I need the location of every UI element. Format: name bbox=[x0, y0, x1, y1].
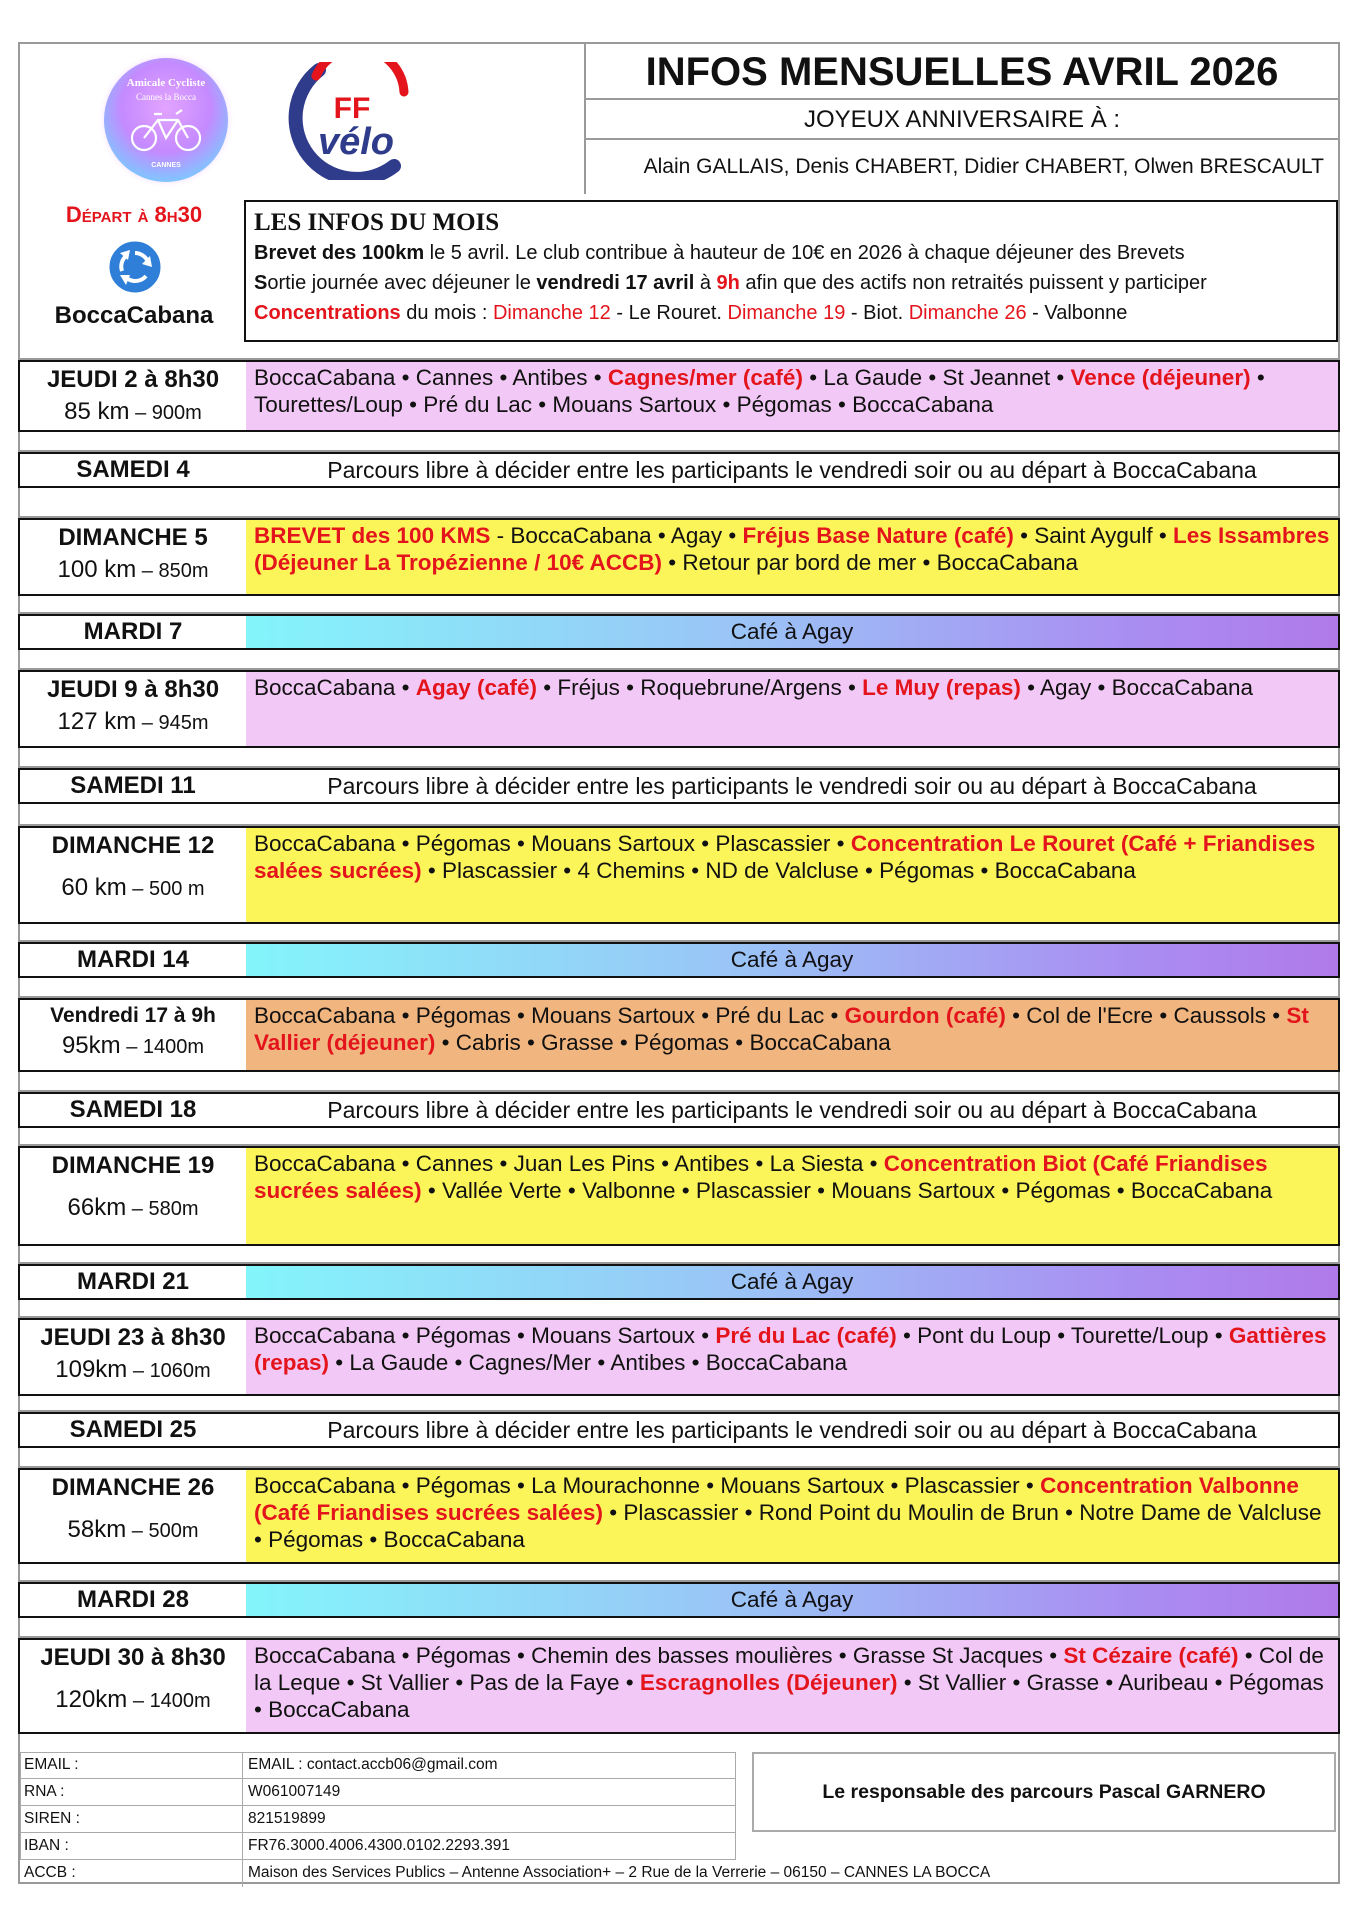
row-elev-value: 580m bbox=[148, 1198, 199, 1220]
row-separator bbox=[18, 1246, 1340, 1264]
schedule-row bbox=[18, 998, 1340, 1072]
schedule-row bbox=[18, 614, 1340, 650]
route-segment: • Col de la Leque • St Vallier • Pas de la Faye • bbox=[254, 1643, 1324, 1695]
club-logo-line3: CANNES bbox=[151, 162, 181, 169]
row-elev-value: 1400m bbox=[142, 1036, 205, 1058]
row-separator bbox=[18, 432, 1340, 452]
row-elev-value: 500m bbox=[148, 1520, 199, 1542]
route-segment: Concentration Biot (Café Friandises sucrées salées) bbox=[254, 1151, 1268, 1203]
row-cafe: Café à Agay bbox=[246, 1584, 1338, 1616]
schedule-row bbox=[18, 1638, 1340, 1734]
footer-key: EMAIL : bbox=[24, 1756, 79, 1773]
footer-email-link[interactable]: EMAIL : contact.accb06@gmail.com bbox=[248, 1756, 498, 1773]
route-segment: Fréjus Base Nature (café) bbox=[742, 523, 1014, 548]
ffvelo-logo bbox=[244, 62, 424, 180]
route-segment: BoccaCabana • Pégomas • Mouans Sartoux • bbox=[254, 1323, 716, 1348]
route-segment: St Vallier (déjeuner) bbox=[254, 1003, 1309, 1055]
schedule-row bbox=[18, 826, 1340, 924]
row-separator bbox=[18, 1564, 1340, 1582]
route-segment: • Col de l'Ecre • Caussols • bbox=[1005, 1003, 1287, 1028]
footer-row bbox=[20, 1833, 736, 1860]
row-elev-value: 945m bbox=[158, 712, 209, 734]
row-day: JEUDI 30 à 8h30 bbox=[40, 1644, 226, 1671]
footer-row bbox=[20, 1752, 736, 1779]
page-title: INFOS MENSUELLES AVRIL 2026 bbox=[584, 44, 1338, 100]
row-route bbox=[246, 828, 1338, 922]
responsable-box: Le responsable des parcours Pascal GARNERO bbox=[752, 1752, 1336, 1832]
row-km: 66km bbox=[67, 1194, 127, 1221]
row-label bbox=[20, 454, 246, 486]
route-segment: BoccaCabana • Cannes • Antibes • bbox=[254, 365, 608, 390]
route-segment: • La Gaude • St Jeannet • bbox=[802, 365, 1071, 390]
route-segment: • Plascassier • 4 Chemins • ND de Valcluse • Pégomas • BoccaCabana bbox=[421, 858, 1136, 883]
row-km: 85 km bbox=[64, 398, 130, 425]
row-separator bbox=[18, 1396, 1340, 1412]
row-elev-value: 850m bbox=[158, 560, 209, 582]
schedule-row bbox=[18, 1412, 1340, 1448]
row-label bbox=[20, 1640, 246, 1732]
route-segment: Les Issambres (Déjeuner La Tropézienne / 10€ ACCB) bbox=[254, 523, 1330, 575]
footer-key: RNA : bbox=[24, 1783, 65, 1800]
club-logo bbox=[96, 50, 236, 190]
row-label bbox=[20, 770, 246, 802]
row-km: 100 km bbox=[57, 556, 137, 583]
route-segment: Concentration Valbonne (Café Friandises sucrées salées) bbox=[254, 1473, 1299, 1525]
route-segment: Concentration Le Rouret (Café + Friandises salées sucrées) bbox=[254, 831, 1316, 883]
route-segment: • Pont du Loup • Tourette/Loup • bbox=[896, 1323, 1229, 1348]
route-segment: • Tourettes/Loup • Pré du Lac • Mouans Sartoux • Pégomas • BoccaCabana bbox=[254, 365, 1265, 417]
footer-separator bbox=[242, 1779, 243, 1805]
row-cafe: Café à Agay bbox=[246, 616, 1338, 648]
row-km: 127 km bbox=[57, 708, 137, 735]
row-elev-value: 1400m bbox=[149, 1690, 211, 1712]
row-day: SAMEDI 18 bbox=[69, 1096, 197, 1123]
row-label bbox=[20, 1094, 246, 1126]
row-libre-text: Parcours libre à décider entre les participants le vendredi soir ou au départ à BoccaCabana bbox=[327, 1417, 1257, 1443]
row-separator bbox=[18, 1128, 1340, 1146]
row-km: 58km bbox=[67, 1516, 127, 1543]
schedule-row bbox=[18, 670, 1340, 748]
route-segment: Le Muy (repas) bbox=[862, 675, 1021, 700]
row-day: MARDI 14 bbox=[76, 946, 190, 973]
row-separator bbox=[18, 978, 1340, 998]
row-elevation: – 500 m bbox=[126, 878, 205, 900]
club-logo-line1: Amicale Cycliste bbox=[126, 77, 206, 89]
row-km: 95km bbox=[61, 1032, 121, 1059]
row-elevation: – 500m bbox=[126, 1520, 199, 1542]
row-label bbox=[20, 828, 246, 922]
departure-place: BoccaCabana bbox=[54, 302, 214, 329]
row-label bbox=[20, 616, 246, 648]
footer-separator bbox=[242, 1752, 243, 1778]
row-separator bbox=[18, 1072, 1340, 1092]
row-day: SAMEDI 11 bbox=[70, 772, 196, 799]
route-segment: • Cabris • Grasse • Pégomas • BoccaCabana bbox=[435, 1030, 891, 1055]
row-distance bbox=[20, 874, 246, 902]
ffvelo-logo-velo: vélo bbox=[317, 121, 395, 163]
row-elevation: – 1400m bbox=[127, 1690, 211, 1712]
footer-separator bbox=[242, 1806, 243, 1832]
row-day: DIMANCHE 26 bbox=[51, 1474, 215, 1501]
footer-key: SIREN : bbox=[24, 1810, 80, 1827]
route-segment: • Retour par bord de mer • BoccaCabana bbox=[662, 550, 1078, 575]
row-libre-text: Parcours libre à décider entre les participants le vendredi soir ou au départ à BoccaCabana bbox=[327, 773, 1257, 799]
row-day: MARDI 7 bbox=[83, 618, 183, 645]
route-segment: Agay (café) bbox=[415, 675, 538, 700]
row-day: DIMANCHE 19 bbox=[51, 1152, 215, 1179]
row-distance bbox=[20, 1194, 246, 1222]
footer-row bbox=[20, 1779, 736, 1806]
schedule-row bbox=[18, 452, 1340, 488]
route-segment: • Fréjus • Roquebrune/Argens • bbox=[537, 675, 863, 700]
infos-title: LES INFOS DU MOIS bbox=[254, 209, 500, 236]
route-segment: BoccaCabana • Pégomas • Chemin des basses moulières • Grasse St Jacques • bbox=[254, 1643, 1064, 1668]
row-day: MARDI 28 bbox=[76, 1586, 190, 1613]
row-label bbox=[20, 1320, 246, 1394]
row-elev-value: 900m bbox=[151, 402, 202, 424]
infos-line-2: Sortie journée avec déjeuner le vendredi 17 avril à 9h afin que des actifs non retraités puissent y participer bbox=[254, 272, 1207, 294]
row-separator bbox=[18, 748, 1340, 768]
row-distance bbox=[20, 1032, 246, 1060]
row-elevation: – 1060m bbox=[127, 1360, 211, 1382]
row-elevation: – 1400m bbox=[120, 1036, 205, 1058]
row-day: MARDI 21 bbox=[76, 1268, 190, 1295]
row-day: DIMANCHE 12 bbox=[51, 832, 215, 859]
row-km: 60 km bbox=[61, 874, 127, 901]
route-segment: • Agay • BoccaCabana bbox=[1020, 675, 1254, 700]
row-route bbox=[246, 1000, 1338, 1070]
schedule-row bbox=[18, 1264, 1340, 1300]
row-separator bbox=[18, 596, 1340, 614]
row-distance bbox=[20, 556, 246, 584]
row-distance bbox=[20, 1686, 246, 1714]
infos-line-1: Brevet des 100km le 5 avril. Le club contribue à hauteur de 10€ en 2026 à chaque déjeuner des Brevets bbox=[254, 242, 1185, 264]
row-label bbox=[20, 1148, 246, 1244]
route-segment: Gourdon (café) bbox=[844, 1003, 1006, 1028]
route-segment: Vence (déjeuner) bbox=[1070, 365, 1251, 390]
row-label bbox=[20, 362, 246, 430]
row-separator bbox=[18, 342, 1340, 360]
footer-value: Maison des Services Publics – Antenne Association+ – 2 Rue de la Verrerie – 06150 – CANNES LA BOCCA bbox=[248, 1864, 991, 1881]
row-libre-text: Parcours libre à décider entre les participants le vendredi soir ou au départ à BoccaCabana bbox=[327, 457, 1257, 483]
row-libre-text: Parcours libre à décider entre les participants le vendredi soir ou au départ à BoccaCabana bbox=[327, 1097, 1257, 1123]
schedule-row bbox=[18, 1468, 1340, 1564]
schedule-row bbox=[18, 768, 1340, 804]
row-route bbox=[246, 1320, 1338, 1394]
infos-line-3: Concentrations du mois : Dimanche 12 - Le Rouret. Dimanche 19 - Biot. Dimanche 26 - Valbonne bbox=[254, 302, 1128, 324]
row-day: SAMEDI 4 bbox=[76, 456, 190, 483]
route-segment: BoccaCabana • Cannes • Juan Les Pins • Antibes • La Siesta • bbox=[254, 1151, 884, 1176]
route-segment: • Saint Aygulf • bbox=[1013, 523, 1174, 548]
footer-separator bbox=[242, 1860, 243, 1887]
route-segment: Gattières (repas) bbox=[254, 1323, 1327, 1375]
row-route bbox=[246, 362, 1338, 430]
row-cafe: Café à Agay bbox=[246, 1266, 1338, 1298]
schedule-row bbox=[18, 1318, 1340, 1396]
club-logo-line2: Cannes la Bocca bbox=[136, 92, 196, 102]
ffvelo-logo-ff: FF bbox=[333, 92, 371, 125]
row-elevation: – 850m bbox=[136, 560, 209, 582]
row-separator bbox=[18, 924, 1340, 942]
row-label bbox=[20, 672, 246, 746]
row-separator bbox=[18, 488, 1340, 518]
row-route bbox=[246, 672, 1338, 746]
row-route bbox=[246, 1470, 1338, 1562]
route-segment: BoccaCabana • Pégomas • La Mourachonne • Mouans Sartoux • Plascassier • bbox=[254, 1473, 1041, 1498]
row-route bbox=[246, 1148, 1338, 1244]
row-separator bbox=[18, 804, 1340, 826]
row-label bbox=[20, 1266, 246, 1298]
route-segment: Escragnolles (Déjeuner) bbox=[639, 1670, 898, 1695]
footer-value: FR76.3000.4006.4300.0102.2293.391 bbox=[248, 1837, 511, 1854]
birthday-names: Alain GALLAIS, Denis CHABERT, Didier CHABERT, Olwen BRESCAULT bbox=[584, 140, 1338, 194]
row-label bbox=[20, 944, 246, 976]
route-segment: Cagnes/mer (café) bbox=[607, 365, 803, 390]
footer-value: W061007149 bbox=[248, 1783, 341, 1800]
row-elevation: – 945m bbox=[136, 712, 209, 734]
row-label bbox=[20, 1470, 246, 1562]
schedule-row bbox=[18, 1582, 1340, 1618]
route-segment: BoccaCabana • Pégomas • Mouans Sartoux • Pré du Lac • bbox=[254, 1003, 845, 1028]
row-separator bbox=[18, 1618, 1340, 1638]
row-route bbox=[246, 1640, 1338, 1732]
row-elevation: – 580m bbox=[126, 1198, 199, 1220]
row-separator bbox=[18, 650, 1340, 670]
schedule-row bbox=[18, 942, 1340, 978]
route-segment: Pré du Lac (café) bbox=[715, 1323, 897, 1348]
row-day: JEUDI 23 à 8h30 bbox=[40, 1324, 226, 1351]
row-cafe: Café à Agay bbox=[246, 944, 1338, 976]
row-day: SAMEDI 25 bbox=[69, 1416, 197, 1443]
row-label bbox=[20, 1584, 246, 1616]
row-route bbox=[246, 520, 1338, 594]
birthday-label: JOYEUX ANNIVERSAIRE À : bbox=[584, 100, 1338, 140]
row-elevation: – 900m bbox=[129, 402, 202, 424]
schedule-row bbox=[18, 360, 1340, 432]
row-separator bbox=[18, 1300, 1340, 1318]
route-segment: BoccaCabana • bbox=[254, 675, 416, 700]
row-distance bbox=[20, 1516, 246, 1544]
route-segment: BoccaCabana • Pégomas • Mouans Sartoux • Plascassier • bbox=[254, 831, 851, 856]
route-segment: - BoccaCabana • Agay • bbox=[490, 523, 743, 548]
schedule-row bbox=[18, 518, 1340, 596]
row-day: JEUDI 9 à 8h30 bbox=[46, 676, 220, 703]
route-segment: • La Gaude • Cagnes/Mer • Antibes • BoccaCabana bbox=[329, 1350, 848, 1375]
route-segment: • St Vallier • Grasse • Auribeau • Pégomas • BoccaCabana bbox=[254, 1670, 1324, 1722]
row-distance bbox=[20, 1356, 246, 1384]
row-separator bbox=[18, 1448, 1340, 1468]
row-label bbox=[20, 520, 246, 594]
row-distance bbox=[20, 398, 246, 426]
roundabout-icon bbox=[108, 240, 162, 294]
route-segment: St Cézaire (café) bbox=[1063, 1643, 1239, 1668]
row-day: JEUDI 2 à 8h30 bbox=[46, 366, 220, 393]
footer-row bbox=[20, 1806, 736, 1833]
schedule-row bbox=[18, 1092, 1340, 1128]
footer-separator bbox=[242, 1833, 243, 1859]
row-day: Vendredi 17 à 9h bbox=[50, 1004, 216, 1027]
footer-value: 821519899 bbox=[248, 1810, 326, 1827]
departure-title: Départ à 8h30 bbox=[65, 202, 203, 227]
row-km: 120km bbox=[55, 1686, 128, 1713]
footer-key: IBAN : bbox=[24, 1837, 69, 1854]
row-elev-value: 1060m bbox=[149, 1360, 211, 1382]
route-segment: • Vallée Verte • Valbonne • Plascassier • Mouans Sartoux • Pégomas • BoccaCabana bbox=[421, 1178, 1273, 1203]
route-segment: BREVET des 100 KMS bbox=[254, 523, 491, 548]
route-segment: • Plascassier • Rond Point du Moulin de Brun • Notre Dame de Valcluse • Pégomas • BoccaCabana bbox=[254, 1500, 1322, 1552]
row-distance bbox=[20, 708, 246, 736]
footer-key: ACCB : bbox=[24, 1864, 76, 1881]
row-km: 109km bbox=[55, 1356, 128, 1383]
row-day: DIMANCHE 5 bbox=[58, 524, 208, 551]
row-label bbox=[20, 1414, 246, 1446]
row-label bbox=[20, 1000, 246, 1070]
row-elev-value: 500 m bbox=[149, 878, 205, 900]
infos-box bbox=[244, 200, 1338, 342]
footer-row bbox=[20, 1860, 1336, 1887]
schedule-row bbox=[18, 1146, 1340, 1246]
